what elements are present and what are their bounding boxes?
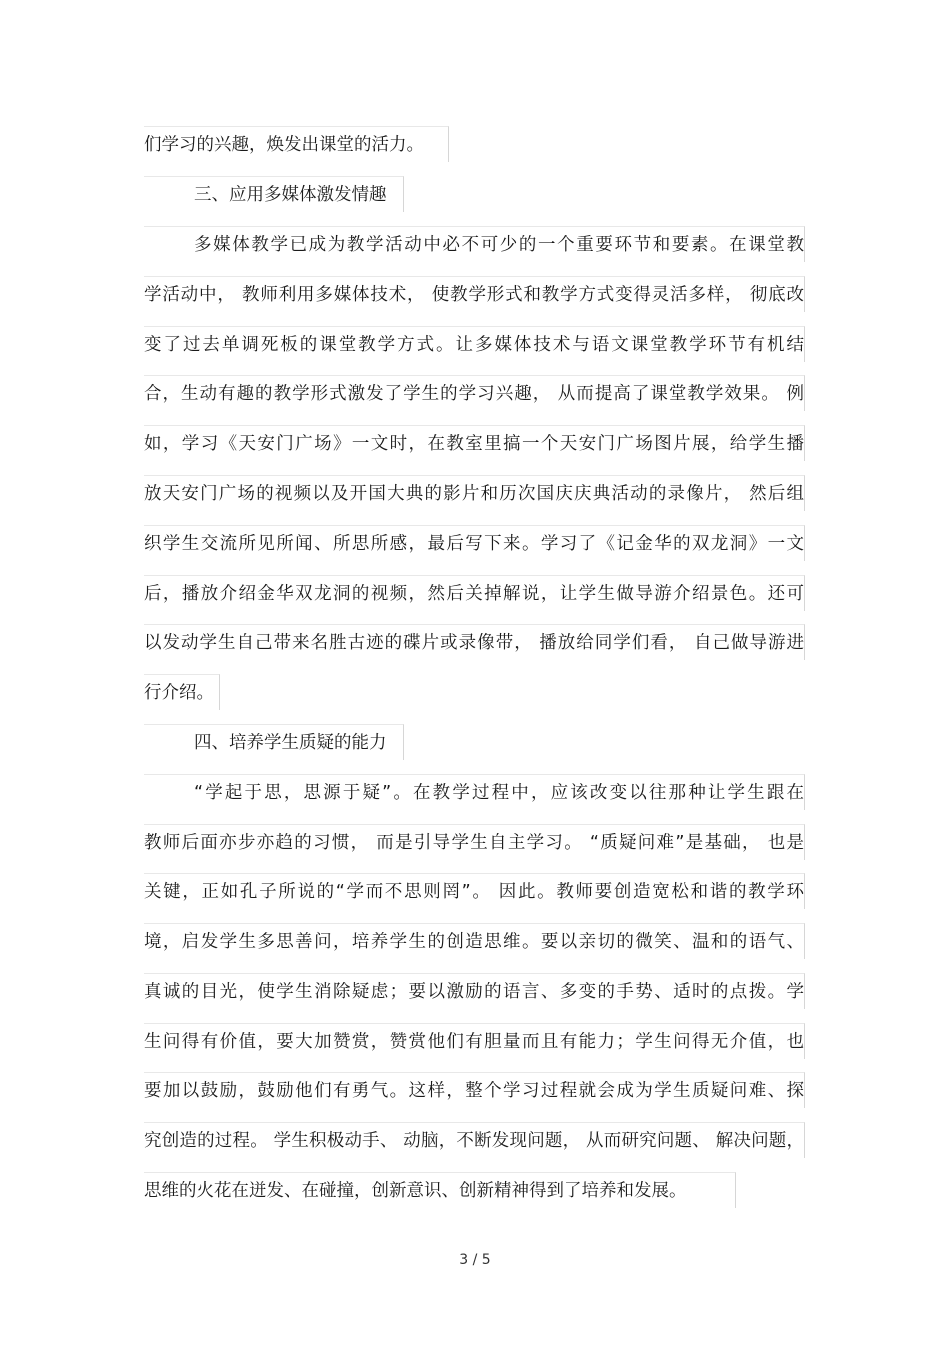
text-line: 行介绍。: [144, 674, 220, 710]
text-line: 后，播放介绍金华双龙洞的视频，然后关掉解说，让学生做导游介绍景色。还可: [144, 575, 805, 611]
text-line: 境，启发学生多思善问，培养学生的创造思维。要以亲切的微笑、温和的语气、: [144, 923, 805, 959]
text-line: 要加以鼓励，鼓励他们有勇气。这样，整个学习过程就会成为学生质疑问难、探: [144, 1072, 805, 1108]
text-line: 织学生交流所见所闻、所思所感，最后写下来。学习了《记金华的双龙洞》一文: [144, 525, 805, 561]
section-heading: 四、培养学生质疑的能力: [144, 724, 404, 760]
text-line: “学起于思，思源于疑”。在教学过程中，应该改变以往那种让学生跟在: [144, 774, 805, 810]
text-line: 放天安门广场的视频以及开国大典的影片和历次国庆庆典活动的录像片， 然后组: [144, 475, 805, 511]
text-line: 关键，正如孔子所说的“学而不思则罔”。 因此。教师要创造宽松和谐的教学环: [144, 873, 805, 909]
text-line: 真诚的目光，使学生消除疑虑；要以激励的语言、多变的手势、适时的点拨。学: [144, 973, 805, 1009]
text-line: 合，生动有趣的教学形式激发了学生的学习兴趣， 从而提高了课堂教学效果。 例: [144, 375, 805, 411]
text-line: 究创造的过程。 学生积极动手、 动脑，不断发现问题， 从而研究问题、 解决问题，: [144, 1122, 805, 1158]
page-number: 3 / 5: [459, 1252, 491, 1268]
text-line: 教师后面亦步亦趋的习惯， 而是引导学生自主学习。 “质疑问难”是基础， 也是: [144, 824, 805, 860]
text-line: 思维的火花在迸发、在碰撞，创新意识、创新精神得到了培养和发展。: [144, 1172, 736, 1208]
text-line: 学活动中， 教师利用多媒体技术， 使教学形式和教学方式变得灵活多样， 彻底改: [144, 276, 805, 312]
text-line: 多媒体教学已成为教学活动中必不可少的一个重要环节和要素。在课堂教: [144, 226, 805, 262]
section-heading: 三、应用多媒体激发情趣: [144, 176, 404, 212]
text-line: 们学习的兴趣，焕发出课堂的活力。: [144, 126, 449, 162]
text-line: 以发动学生自己带来名胜古迹的碟片或录像带， 播放给同学们看， 自己做导游进: [144, 624, 805, 660]
text-line: 变了过去单调死板的课堂教学方式。让多媒体技术与语文课堂教学环节有机结: [144, 326, 805, 362]
text-line: 如，学习《天安门广场》一文时，在教室里搞一个天安门广场图片展，给学生播: [144, 425, 805, 461]
text-line: 生问得有价值，要大加赞赏，赞赏他们有胆量而且有能力；学生问得无介值，也: [144, 1023, 805, 1059]
